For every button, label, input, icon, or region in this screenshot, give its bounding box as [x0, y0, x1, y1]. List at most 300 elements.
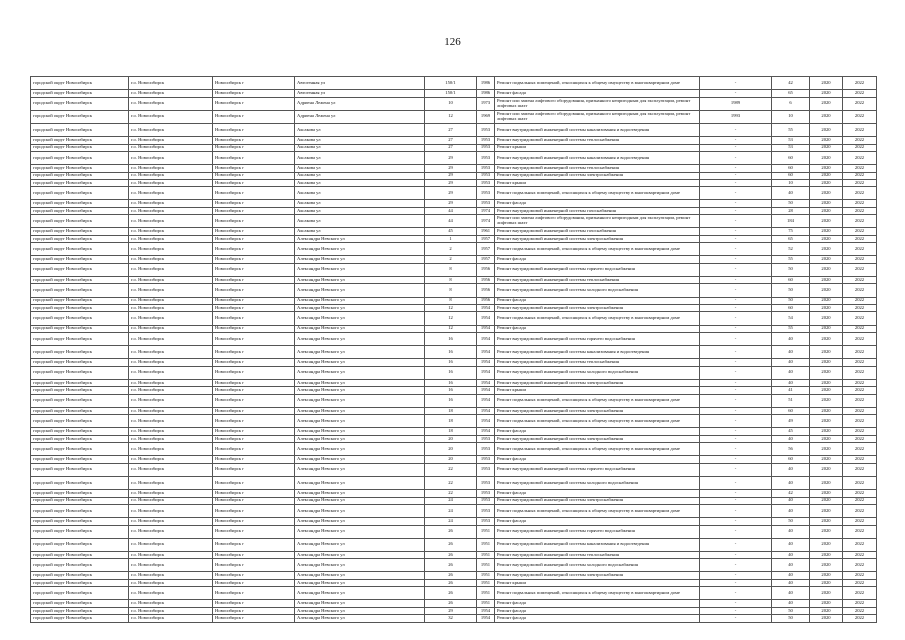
start-year-cell: 2020 [810, 615, 843, 622]
work-description-cell: Ремонт внутридомовой инженерной системы горячего водоснабжения [495, 332, 700, 345]
table-row [31, 443, 877, 456]
city-cell: Новосибирск г [213, 346, 295, 359]
end-year-cell: 2022 [843, 187, 877, 200]
year-built-cell: 1951 [477, 587, 495, 600]
volume-cell: - [700, 587, 772, 600]
year-built-cell: 1953 [477, 443, 495, 456]
work-description-cell: Ремонт или замена лифтового оборудования, признанного непригодным для эксплуатации, ремонт лифтовых шахт [495, 215, 700, 228]
volume-cell: - [700, 276, 772, 283]
house-number-cell: 8 [425, 263, 477, 276]
table-row [31, 463, 877, 476]
volume-cell: - [700, 476, 772, 489]
settlement-cell: г.о. Новосибирск [129, 476, 213, 489]
cost-cell: 60 [772, 304, 810, 311]
end-year-cell: 2022 [843, 97, 877, 110]
street-cell: Адриена Лежена ул [295, 97, 425, 110]
house-number-cell: 27 [425, 144, 477, 151]
volume-cell: - [700, 366, 772, 379]
start-year-cell: 2020 [810, 551, 843, 558]
district-cell: городской округ Новосибирск [31, 387, 129, 394]
year-built-cell: 1954 [477, 615, 495, 622]
street-cell: Александра Невского ул [295, 456, 425, 463]
work-description-cell: Ремонт внутридомовой инженерной системы электроснабжения [495, 304, 700, 311]
city-cell: Новосибирск г [213, 456, 295, 463]
house-number-cell: 16 [425, 332, 477, 345]
volume-cell: - [700, 207, 772, 214]
work-description-cell: Ремонт или замена лифтового оборудования, признанного непригодным для эксплуатации, ремонт лифтовых шахт [495, 97, 700, 110]
table-row [31, 276, 877, 283]
year-built-cell: 1953 [477, 476, 495, 489]
city-cell: Новосибирск г [213, 559, 295, 572]
work-description-cell: Ремонт или замена лифтового оборудования, признанного непригодным для эксплуатации, ремонт лифтовых шахт [495, 110, 700, 123]
cost-cell: 6 [772, 97, 810, 110]
settlement-cell: г.о. Новосибирск [129, 600, 213, 607]
city-cell: Новосибирск г [213, 263, 295, 276]
end-year-cell: 2022 [843, 151, 877, 164]
end-year-cell: 2022 [843, 90, 877, 97]
settlement-cell: г.о. Новосибирск [129, 463, 213, 476]
settlement-cell: г.о. Новосибирск [129, 518, 213, 525]
start-year-cell: 2020 [810, 256, 843, 263]
work-description-cell: Ремонт внутридомовой инженерной системы канализования и водоотведения [495, 346, 700, 359]
house-number-cell: 26 [425, 600, 477, 607]
table-row [31, 379, 877, 386]
street-cell: Александра Невского ул [295, 312, 425, 325]
volume-cell: - [700, 607, 772, 614]
settlement-cell: г.о. Новосибирск [129, 346, 213, 359]
cost-cell: 49 [772, 415, 810, 428]
house-number-cell: 8 [425, 284, 477, 297]
house-number-cell: 26 [425, 525, 477, 538]
street-cell: Александра Невского ул [295, 325, 425, 332]
volume-cell: - [700, 443, 772, 456]
street-cell: Александра Невского ул [295, 525, 425, 538]
city-cell: Новосибирск г [213, 144, 295, 151]
house-number-cell: 20 [425, 456, 477, 463]
street-cell: Аксакова ул [295, 200, 425, 207]
district-cell: городской округ Новосибирск [31, 407, 129, 414]
city-cell: Новосибирск г [213, 435, 295, 442]
city-cell: Новосибирск г [213, 165, 295, 172]
city-cell: Новосибирск г [213, 235, 295, 242]
year-built-cell: 1954 [477, 304, 495, 311]
street-cell: Аксакова ул [295, 179, 425, 186]
start-year-cell: 2020 [810, 123, 843, 136]
work-description-cell: Ремонт крыши [495, 387, 700, 394]
house-number-cell: 8 [425, 297, 477, 304]
district-cell: городской округ Новосибирск [31, 518, 129, 525]
house-number-cell: 29 [425, 607, 477, 614]
year-built-cell: 1953 [477, 504, 495, 517]
year-built-cell: 1973 [477, 97, 495, 110]
street-cell: Аксакова ул [295, 144, 425, 151]
district-cell: городской округ Новосибирск [31, 276, 129, 283]
year-built-cell: 1954 [477, 379, 495, 386]
table-row [31, 312, 877, 325]
house-number-cell: 32 [425, 615, 477, 622]
volume-cell: - [700, 165, 772, 172]
volume-cell: - [700, 551, 772, 558]
end-year-cell: 2022 [843, 538, 877, 551]
street-cell: Александра Невского ул [295, 346, 425, 359]
start-year-cell: 2020 [810, 276, 843, 283]
end-year-cell: 2022 [843, 518, 877, 525]
work-description-cell: Ремонт фасада [495, 256, 700, 263]
year-built-cell: 1953 [477, 123, 495, 136]
end-year-cell: 2022 [843, 387, 877, 394]
district-cell: городской округ Новосибирск [31, 172, 129, 179]
work-description-cell: Ремонт подвальных помещений, относящихся к общему имуществу в многоквартирном доме [495, 187, 700, 200]
end-year-cell: 2022 [843, 504, 877, 517]
table-row [31, 490, 877, 497]
settlement-cell: г.о. Новосибирск [129, 325, 213, 332]
street-cell: Александра Невского ул [295, 538, 425, 551]
street-cell: Александра Невского ул [295, 256, 425, 263]
year-built-cell: 1954 [477, 428, 495, 435]
settlement-cell: г.о. Новосибирск [129, 123, 213, 136]
settlement-cell: г.о. Новосибирск [129, 77, 213, 90]
settlement-cell: г.о. Новосибирск [129, 551, 213, 558]
house-number-cell: 16 [425, 346, 477, 359]
year-built-cell: 1954 [477, 325, 495, 332]
cost-cell: 40 [772, 497, 810, 504]
cost-cell: 55 [772, 256, 810, 263]
volume-cell: - [700, 215, 772, 228]
settlement-cell: г.о. Новосибирск [129, 504, 213, 517]
year-built-cell: 1954 [477, 332, 495, 345]
settlement-cell: г.о. Новосибирск [129, 304, 213, 311]
volume-cell: - [700, 579, 772, 586]
city-cell: Новосибирск г [213, 179, 295, 186]
district-cell: городской округ Новосибирск [31, 538, 129, 551]
work-description-cell: Ремонт подвальных помещений, относящихся к общему имуществу в многоквартирном доме [495, 587, 700, 600]
end-year-cell: 2022 [843, 587, 877, 600]
cost-cell: 56 [772, 443, 810, 456]
settlement-cell: г.о. Новосибирск [129, 607, 213, 614]
volume-cell: - [700, 497, 772, 504]
district-cell: городской округ Новосибирск [31, 123, 129, 136]
start-year-cell: 2020 [810, 297, 843, 304]
table-body [31, 77, 877, 623]
volume-cell: - [700, 77, 772, 90]
district-cell: городской округ Новосибирск [31, 200, 129, 207]
end-year-cell: 2022 [843, 476, 877, 489]
work-description-cell: Ремонт внутридомовой инженерной системы теплоснабжения [495, 551, 700, 558]
start-year-cell: 2020 [810, 463, 843, 476]
city-cell: Новосибирск г [213, 172, 295, 179]
house-number-cell: 12 [425, 304, 477, 311]
start-year-cell: 2020 [810, 407, 843, 414]
cost-cell: 55 [772, 123, 810, 136]
year-built-cell: 1957 [477, 235, 495, 242]
start-year-cell: 2020 [810, 579, 843, 586]
start-year-cell: 2020 [810, 366, 843, 379]
street-cell: Аксакова ул [295, 151, 425, 164]
city-cell: Новосибирск г [213, 332, 295, 345]
city-cell: Новосибирск г [213, 256, 295, 263]
street-cell: Аксакова ул [295, 215, 425, 228]
house-number-cell: 26 [425, 559, 477, 572]
year-built-cell: 1953 [477, 144, 495, 151]
year-built-cell: 1953 [477, 518, 495, 525]
street-cell: Автогенная ул [295, 90, 425, 97]
street-cell: Александра Невского ул [295, 600, 425, 607]
work-description-cell: Ремонт внутридомовой инженерной системы газоснабжения [495, 207, 700, 214]
volume-cell: - [700, 490, 772, 497]
end-year-cell: 2022 [843, 263, 877, 276]
end-year-cell: 2022 [843, 77, 877, 90]
house-number-cell: 22 [425, 490, 477, 497]
cost-cell: 40 [772, 379, 810, 386]
settlement-cell: г.о. Новосибирск [129, 387, 213, 394]
city-cell: Новосибирск г [213, 97, 295, 110]
work-description-cell: Ремонт внутридомовой инженерной системы холодного водоснабжения [495, 559, 700, 572]
district-cell: городской округ Новосибирск [31, 165, 129, 172]
settlement-cell: г.о. Новосибирск [129, 359, 213, 366]
start-year-cell: 2020 [810, 77, 843, 90]
table-row [31, 359, 877, 366]
year-built-cell: 1969 [477, 110, 495, 123]
house-number-cell: 29 [425, 172, 477, 179]
street-cell: Аксакова ул [295, 123, 425, 136]
city-cell: Новосибирск г [213, 215, 295, 228]
city-cell: Новосибирск г [213, 428, 295, 435]
street-cell: Александра Невского ул [295, 490, 425, 497]
work-description-cell: Ремонт внутридомовой инженерной системы теплоснабжения [495, 276, 700, 283]
table-row [31, 525, 877, 538]
volume-cell: 1993 [700, 110, 772, 123]
street-cell: Александра Невского ул [295, 243, 425, 256]
district-cell: городской округ Новосибирск [31, 359, 129, 366]
table-row [31, 428, 877, 435]
house-number-cell: 22 [425, 463, 477, 476]
start-year-cell: 2020 [810, 187, 843, 200]
work-description-cell: Ремонт фасада [495, 297, 700, 304]
start-year-cell: 2020 [810, 428, 843, 435]
year-built-cell: 1951 [477, 559, 495, 572]
city-cell: Новосибирск г [213, 587, 295, 600]
table-row [31, 551, 877, 558]
volume-cell: - [700, 359, 772, 366]
year-built-cell: 1953 [477, 172, 495, 179]
settlement-cell: г.о. Новосибирск [129, 379, 213, 386]
cost-cell: 28 [772, 207, 810, 214]
volume-cell: - [700, 428, 772, 435]
table-row [31, 165, 877, 172]
cost-cell: 40 [772, 435, 810, 442]
settlement-cell: г.о. Новосибирск [129, 615, 213, 622]
work-description-cell: Ремонт внутридомовой инженерной системы канализования и водоотведения [495, 123, 700, 136]
settlement-cell: г.о. Новосибирск [129, 151, 213, 164]
table-row [31, 110, 877, 123]
table-row [31, 256, 877, 263]
year-built-cell: 1953 [477, 463, 495, 476]
table-row [31, 394, 877, 407]
work-description-cell: Ремонт фасада [495, 200, 700, 207]
end-year-cell: 2022 [843, 256, 877, 263]
house-number-cell: 150/1 [425, 77, 477, 90]
house-number-cell: 27 [425, 137, 477, 144]
start-year-cell: 2020 [810, 110, 843, 123]
end-year-cell: 2022 [843, 579, 877, 586]
district-cell: городской округ Новосибирск [31, 443, 129, 456]
year-built-cell: 1956 [477, 276, 495, 283]
start-year-cell: 2020 [810, 165, 843, 172]
work-description-cell: Ремонт внутридомовой инженерной системы электроснабжения [495, 435, 700, 442]
cost-cell: 54 [772, 312, 810, 325]
city-cell: Новосибирск г [213, 284, 295, 297]
start-year-cell: 2020 [810, 435, 843, 442]
city-cell: Новосибирск г [213, 379, 295, 386]
table-row [31, 387, 877, 394]
city-cell: Новосибирск г [213, 572, 295, 579]
city-cell: Новосибирск г [213, 607, 295, 614]
start-year-cell: 2020 [810, 215, 843, 228]
cost-cell: 40 [772, 476, 810, 489]
start-year-cell: 2020 [810, 90, 843, 97]
year-built-cell: 1953 [477, 497, 495, 504]
end-year-cell: 2022 [843, 304, 877, 311]
city-cell: Новосибирск г [213, 394, 295, 407]
cost-cell: 40 [772, 525, 810, 538]
work-description-cell: Ремонт подвальных помещений, относящихся к общему имуществу в многоквартирном доме [495, 312, 700, 325]
settlement-cell: г.о. Новосибирск [129, 284, 213, 297]
work-description-cell: Ремонт крыши [495, 144, 700, 151]
house-number-cell: 1 [425, 235, 477, 242]
settlement-cell: г.о. Новосибирск [129, 538, 213, 551]
table-row [31, 263, 877, 276]
street-cell: Александра Невского ул [295, 551, 425, 558]
street-cell: Аксакова ул [295, 207, 425, 214]
house-number-cell: 26 [425, 587, 477, 600]
start-year-cell: 2020 [810, 151, 843, 164]
year-built-cell: 1954 [477, 366, 495, 379]
district-cell: городской округ Новосибирск [31, 456, 129, 463]
end-year-cell: 2022 [843, 346, 877, 359]
house-number-cell: 24 [425, 504, 477, 517]
year-built-cell: 1953 [477, 435, 495, 442]
end-year-cell: 2022 [843, 394, 877, 407]
end-year-cell: 2022 [843, 165, 877, 172]
start-year-cell: 2020 [810, 97, 843, 110]
district-cell: городской округ Новосибирск [31, 463, 129, 476]
district-cell: городской округ Новосибирск [31, 215, 129, 228]
end-year-cell: 2022 [843, 200, 877, 207]
house-number-cell: 44 [425, 215, 477, 228]
volume-cell: - [700, 123, 772, 136]
district-cell: городской округ Новосибирск [31, 551, 129, 558]
end-year-cell: 2022 [843, 284, 877, 297]
end-year-cell: 2022 [843, 415, 877, 428]
year-built-cell: 1954 [477, 394, 495, 407]
end-year-cell: 2022 [843, 607, 877, 614]
work-description-cell: Ремонт подвальных помещений, относящихся к общему имуществу в многоквартирном доме [495, 77, 700, 90]
cost-cell: 42 [772, 77, 810, 90]
settlement-cell: г.о. Новосибирск [129, 428, 213, 435]
district-cell: городской округ Новосибирск [31, 90, 129, 97]
street-cell: Александра Невского ул [295, 428, 425, 435]
city-cell: Новосибирск г [213, 476, 295, 489]
house-number-cell: 45 [425, 228, 477, 235]
house-number-cell: 26 [425, 538, 477, 551]
settlement-cell: г.о. Новосибирск [129, 276, 213, 283]
table-row [31, 90, 877, 97]
end-year-cell: 2022 [843, 172, 877, 179]
work-description-cell: Ремонт фасада [495, 600, 700, 607]
settlement-cell: г.о. Новосибирск [129, 332, 213, 345]
house-number-cell: 8 [425, 276, 477, 283]
house-number-cell: 150/1 [425, 90, 477, 97]
settlement-cell: г.о. Новосибирск [129, 407, 213, 414]
house-number-cell: 22 [425, 476, 477, 489]
end-year-cell: 2022 [843, 490, 877, 497]
city-cell: Новосибирск г [213, 443, 295, 456]
volume-cell: - [700, 284, 772, 297]
table-row [31, 77, 877, 90]
street-cell: Александра Невского ул [295, 263, 425, 276]
house-number-cell: 18 [425, 407, 477, 414]
table-row [31, 518, 877, 525]
table-row [31, 304, 877, 311]
page-number: 126 [444, 36, 461, 48]
district-cell: городской округ Новосибирск [31, 504, 129, 517]
work-description-cell: Ремонт внутридомовой инженерной системы горячего водоснабжения [495, 463, 700, 476]
city-cell: Новосибирск г [213, 187, 295, 200]
start-year-cell: 2020 [810, 172, 843, 179]
start-year-cell: 2020 [810, 228, 843, 235]
city-cell: Новосибирск г [213, 123, 295, 136]
district-cell: городской округ Новосибирск [31, 490, 129, 497]
volume-cell: - [700, 187, 772, 200]
year-built-cell: 1956 [477, 263, 495, 276]
start-year-cell: 2020 [810, 379, 843, 386]
start-year-cell: 2020 [810, 476, 843, 489]
city-cell: Новосибирск г [213, 312, 295, 325]
settlement-cell: г.о. Новосибирск [129, 215, 213, 228]
end-year-cell: 2022 [843, 525, 877, 538]
work-description-cell: Ремонт фасада [495, 428, 700, 435]
settlement-cell: г.о. Новосибирск [129, 366, 213, 379]
volume-cell: - [700, 90, 772, 97]
work-description-cell: Ремонт внутридомовой инженерной системы канализования и водоотведения [495, 151, 700, 164]
settlement-cell: г.о. Новосибирск [129, 559, 213, 572]
volume-cell: - [700, 435, 772, 442]
street-cell: Александра Невского ул [295, 235, 425, 242]
cost-cell: 41 [772, 387, 810, 394]
volume-cell: - [700, 144, 772, 151]
settlement-cell: г.о. Новосибирск [129, 572, 213, 579]
street-cell: Александра Невского ул [295, 615, 425, 622]
cost-cell: 53 [772, 144, 810, 151]
end-year-cell: 2022 [843, 297, 877, 304]
volume-cell: - [700, 325, 772, 332]
start-year-cell: 2020 [810, 587, 843, 600]
street-cell: Аксакова ул [295, 137, 425, 144]
year-built-cell: 1951 [477, 579, 495, 586]
house-number-cell: 29 [425, 200, 477, 207]
start-year-cell: 2020 [810, 607, 843, 614]
end-year-cell: 2022 [843, 325, 877, 332]
cost-cell: 52 [772, 243, 810, 256]
volume-cell: - [700, 463, 772, 476]
start-year-cell: 2020 [810, 456, 843, 463]
settlement-cell: г.о. Новосибирск [129, 394, 213, 407]
year-built-cell: 1953 [477, 151, 495, 164]
city-cell: Новосибирск г [213, 151, 295, 164]
district-cell: городской округ Новосибирск [31, 179, 129, 186]
start-year-cell: 2020 [810, 263, 843, 276]
end-year-cell: 2022 [843, 123, 877, 136]
